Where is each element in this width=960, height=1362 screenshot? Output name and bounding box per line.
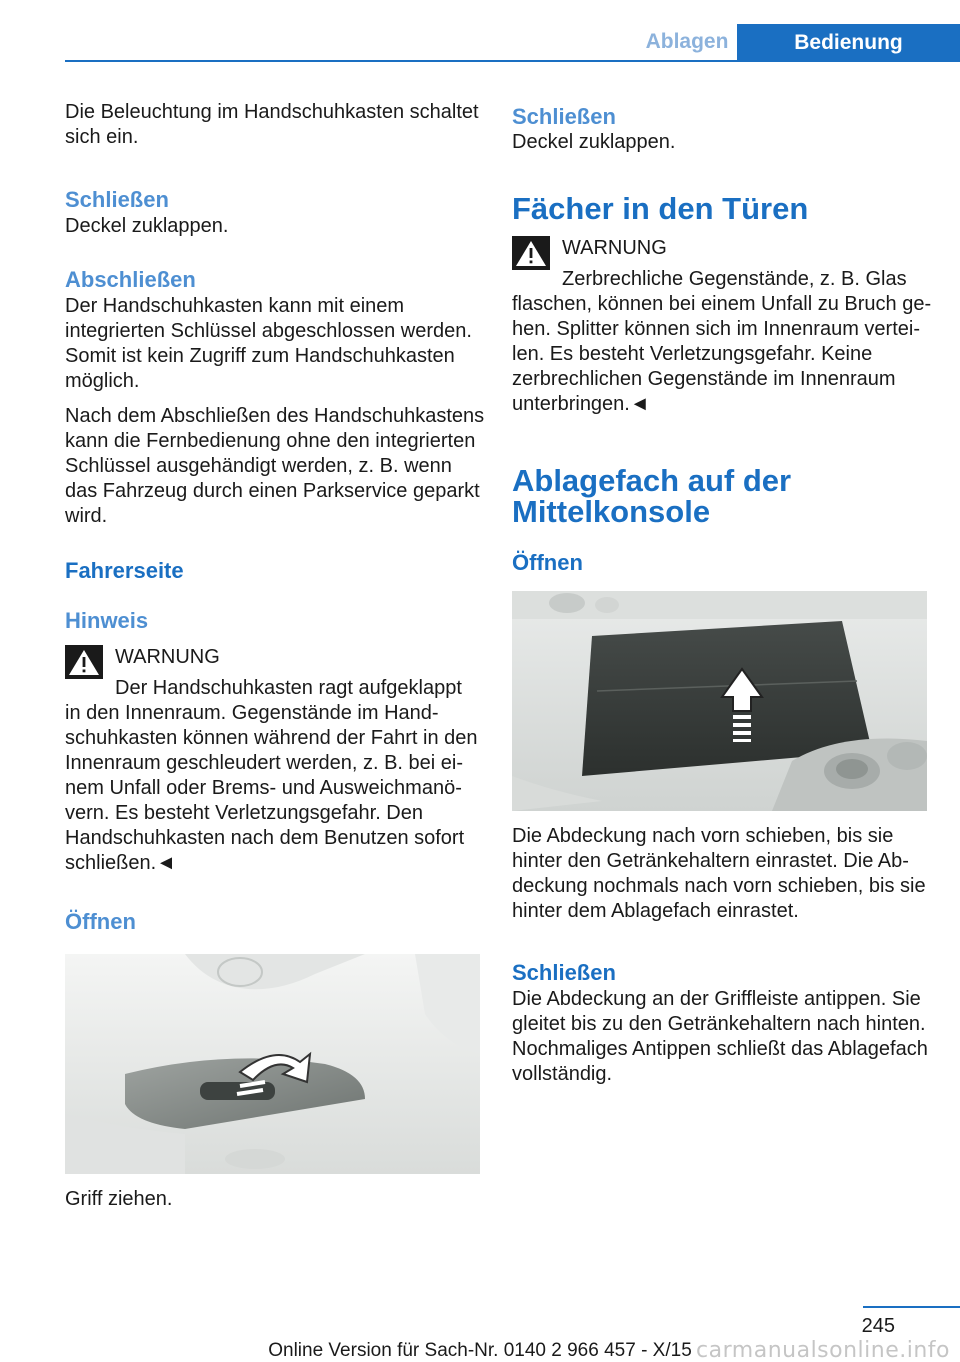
text-abschliessen-2: Nach dem Abschließen des Handschuhkastens kann die Fernbedienung ohne den integrierten Schlüssel ausgehändigt werden, z. B. wenn das Fahrzeug durch einen Parkservice geparkt wird. [65,405,485,527]
page-number: 245 [861,1315,895,1337]
heading-abschliessen: Abschließen [65,267,196,292]
warning-text: in den Innenraum. Gegenstände im Handschuhkasten können während der Fahrt in den Innenraum geschleudert werden, z. B. bei einem Unfall oder Brems- und Ausweichmanövern. Es besteht Verletzungsgefahr. Den Handschuhkasten nach dem Benutzen sofort schließen.◄ [65,702,478,874]
heading-fahrerseite: Fahrerseite [65,558,184,583]
heading-faecher: Fächer in den Türen [512,191,809,226]
heading-hinweis: Hinweis [65,608,149,633]
header-tab-ablagen: Ablagen [645,30,729,53]
header-rule [65,60,960,62]
heading-schliessen-2: Schließen [512,960,616,985]
heading-schliessen: Schließen [65,187,169,212]
warning-text-first-line-right: Zerbrechliche Gegenstände, z. B. Glas [562,268,907,290]
text-schliessen-2: Die Abdeckung an der Griffleiste antippen. Sie gleitet bis zu den Getränkehaltern nach hinten. Nochmaliges Antippen schließt das Ablagefach vollständig. [512,988,928,1085]
warning-block-doors [512,236,932,417]
warning-block-glovebox [65,645,485,876]
watermark-text: carmanualsonline.info [696,1338,950,1362]
center-console-illustration [512,591,927,811]
warning-label-right: WARNUNG [562,237,667,259]
heading-schliessen-right: Schließen [512,104,616,129]
text-abschliessen-1: Der Handschuhkasten kann mit einem integrierten Schlüssel abgeschlossen werden. Somit ist kein Zugriff zum Handschuhkasten möglich. [65,295,472,392]
text-schliessen-right: Deckel zuklappen. [512,131,676,153]
text-schliessen: Deckel zuklappen. [65,215,229,237]
heading-oeffnen: Öffnen [65,909,136,934]
warning-text-first-line: Der Handschuhkasten ragt aufgeklappt [115,677,462,699]
warning-text-right: flaschen, können bei einem Unfall zu Bruch gehen. Splitter können sich im Innenraum verteilen. Es besteht Verletzungsgefahr. Keine zerbrechlichen Gegenstände im Innenraum unterbringen.◄ [512,293,932,415]
glovebox-illustration [65,954,480,1174]
warning-triangle-icon [512,236,550,270]
heading-ablagefach: Ablagefach auf der Mittelkonsole [512,463,792,529]
left-column [65,100,485,1212]
warning-label: WARNUNG [115,646,220,668]
caption-griff-ziehen: Griff ziehen. [65,1188,173,1210]
footer-rule [863,1306,960,1308]
warning-triangle-icon [65,645,103,679]
right-column [512,100,932,1087]
footer-online-version: Online Version für Sach-Nr. 0140 2 966 457 - X/15 [268,1340,692,1361]
heading-oeffnen-right: Öffnen [512,550,583,575]
intro-text: Die Beleuchtung im Handschuhkasten schaltet sich ein. [65,101,479,148]
header-tab-bedienung: Bedienung [737,24,960,62]
text-oeffnen-right: Die Abdeckung nach vorn schieben, bis sie hinter den Getränkehaltern einrastet. Die Abdeckung nochmals nach vorn schieben, bis sie hinter dem Ablagefach einrastet. [512,825,926,922]
